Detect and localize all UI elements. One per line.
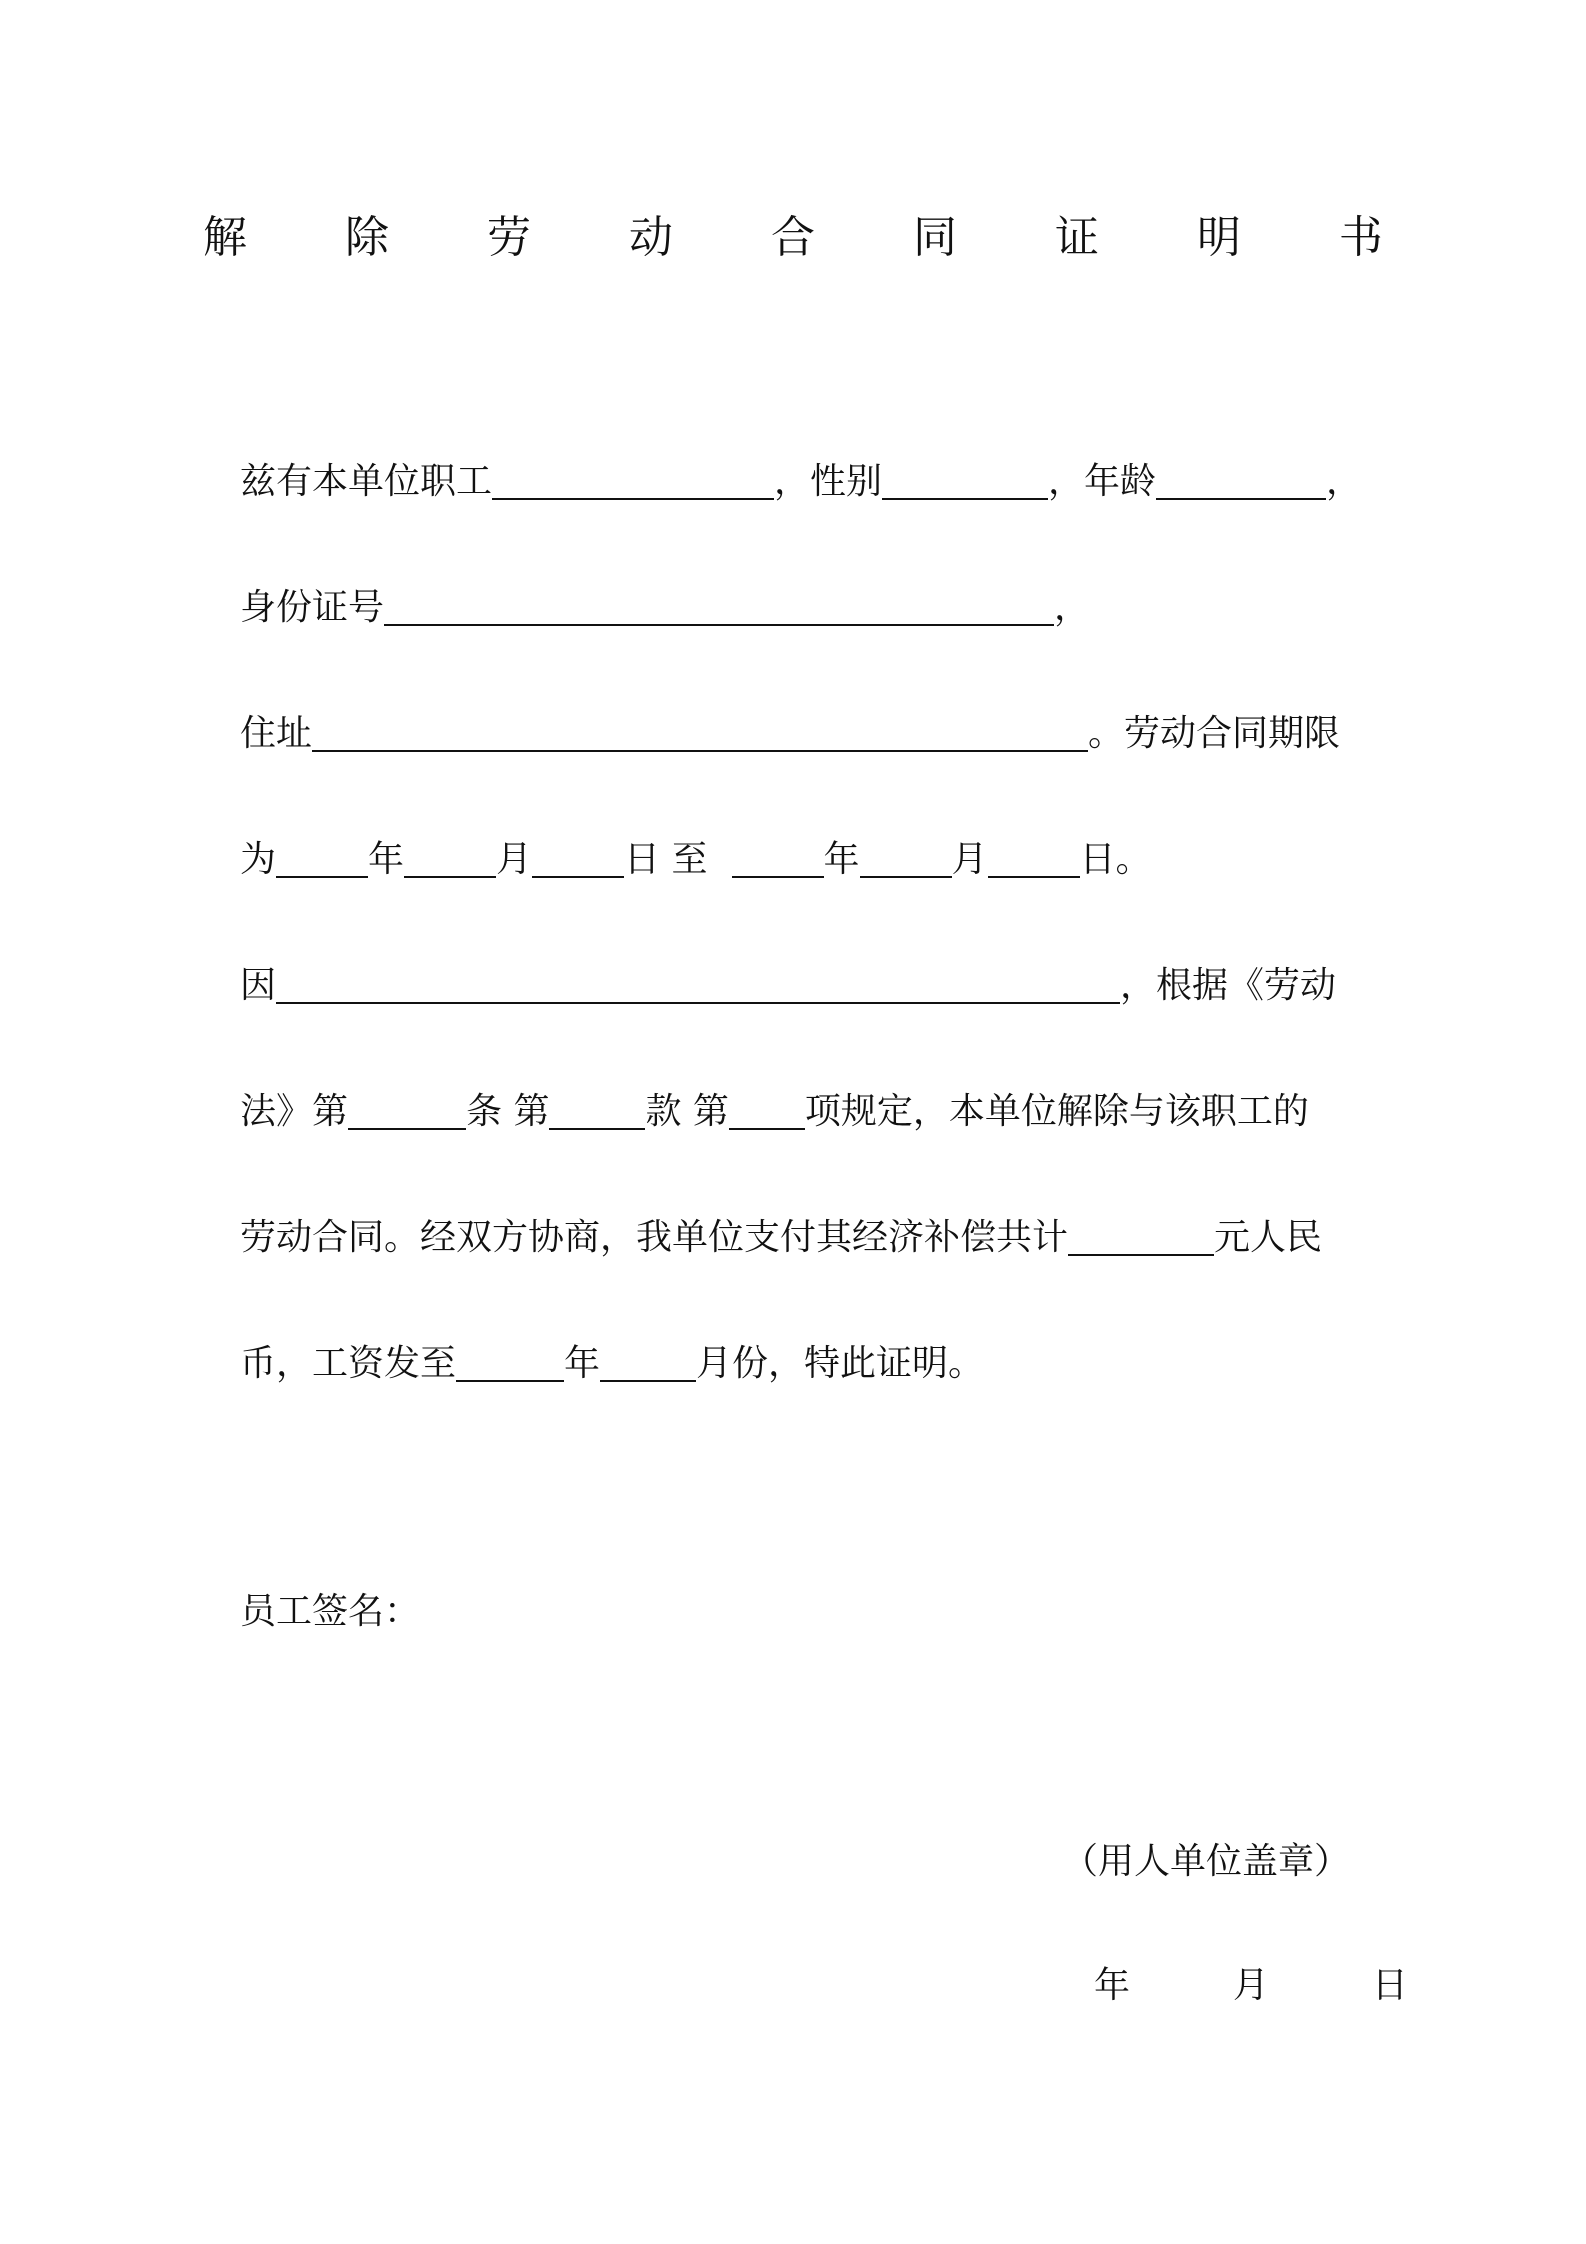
gender-blank[interactable] <box>882 458 1048 500</box>
start-month-blank[interactable] <box>404 836 496 878</box>
text-year: 年 <box>823 839 860 880</box>
line-compensation <box>240 1208 1322 1268</box>
text-gender: ，性别 <box>774 461 883 502</box>
line-wages <box>240 1334 984 1394</box>
text-month-certify: 月份，特此证明。 <box>696 1343 985 1384</box>
age-blank[interactable] <box>1156 458 1326 500</box>
line-id-number <box>240 578 1090 638</box>
text-day-to: 日 至 <box>624 839 708 880</box>
line-employee-info <box>240 452 1362 512</box>
clause-blank[interactable] <box>549 1088 645 1130</box>
text-year: 年 <box>564 1343 601 1384</box>
line-reason <box>240 956 1336 1016</box>
line-address <box>240 704 1340 764</box>
text-year: 年 <box>368 839 405 880</box>
text-period-intro: 为 <box>240 839 277 880</box>
date-line <box>1094 1956 1408 2016</box>
text-employee-intro: 兹有本单位职工 <box>240 461 493 502</box>
end-month-blank[interactable] <box>860 836 952 878</box>
text-reason: 因 <box>240 965 277 1006</box>
text-clause: 条 第 <box>466 1091 550 1132</box>
id-number-blank[interactable] <box>384 584 1054 626</box>
text-wages: 币，工资发至 <box>240 1343 457 1384</box>
text-law-article: 法》第 <box>240 1091 349 1132</box>
line-law-article <box>240 1082 1309 1142</box>
text-comma: ， <box>1054 587 1091 628</box>
date-month: 月 <box>1232 1965 1269 2006</box>
document-title: 解 除 劳 动 合 同 证 明 书 <box>203 212 1425 263</box>
text-comma: ， <box>1326 461 1363 502</box>
start-year-blank[interactable] <box>276 836 368 878</box>
article-blank[interactable] <box>348 1088 466 1130</box>
text-item: 款 第 <box>645 1091 729 1132</box>
text-according-to: ，根据《劳动 <box>1120 965 1337 1006</box>
compensation-blank[interactable] <box>1068 1214 1214 1256</box>
reason-blank[interactable] <box>276 962 1120 1004</box>
item-blank[interactable] <box>729 1088 805 1130</box>
date-year: 年 <box>1094 1965 1131 2006</box>
text-address: 住址 <box>240 713 313 754</box>
text-rmb: 元人民 <box>1214 1217 1323 1258</box>
employee-signature <box>240 1582 420 1642</box>
text-compensation: 劳动合同。经双方协商，我单位支付其经济补偿共计 <box>240 1217 1069 1258</box>
text-day-end: 日。 <box>1079 839 1152 880</box>
date-day: 日 <box>1371 1965 1408 2006</box>
address-blank[interactable] <box>312 710 1088 752</box>
line-contract-period <box>240 830 1152 890</box>
text-termination: 项规定，本单位解除与该职工的 <box>804 1091 1309 1132</box>
employee-name-blank[interactable] <box>492 458 774 500</box>
signature-label: 员工签名： <box>240 1591 421 1632</box>
text-month: 月 <box>951 839 988 880</box>
text-id-number: 身份证号 <box>240 587 385 628</box>
text-contract-term: 。劳动合同期限 <box>1088 713 1341 754</box>
text-month: 月 <box>496 839 533 880</box>
end-day-blank[interactable] <box>988 836 1080 878</box>
wage-month-blank[interactable] <box>600 1340 696 1382</box>
wage-year-blank[interactable] <box>456 1340 564 1382</box>
start-day-blank[interactable] <box>532 836 624 878</box>
seal-label: （用人单位盖章） <box>1062 1841 1351 1882</box>
end-year-blank[interactable] <box>732 836 824 878</box>
text-age: ，年龄 <box>1048 461 1157 502</box>
